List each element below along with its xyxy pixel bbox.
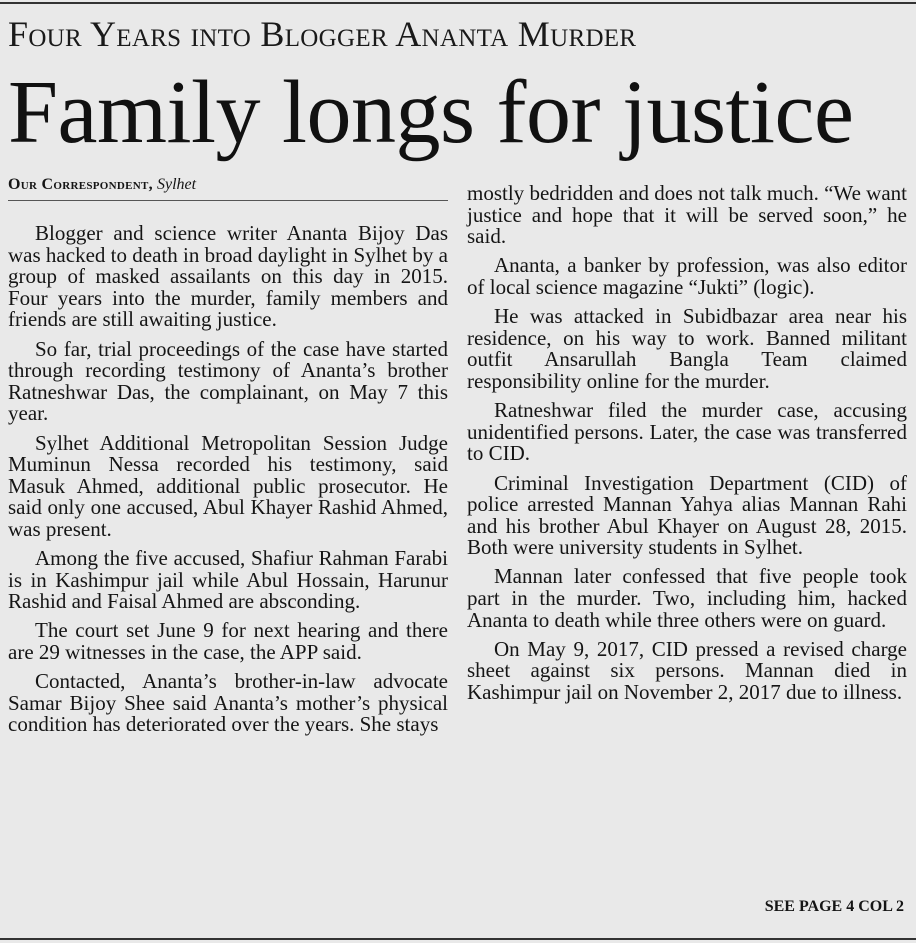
- byline-rule: [8, 200, 448, 201]
- paragraph: Criminal Investigation Department (CID) of police arrested Mannan Yahya alias Mannan Rahi and his brother Abul Khayer on August 28, 2015. Both were university students in Sylhet.: [467, 470, 907, 560]
- byline: [8, 175, 448, 194]
- paragraph: Mannan later confessed that five people took part in the murder. Two, including him, hacked Ananta to death while three others were on guard.: [467, 564, 907, 632]
- byline-location: Sylhet: [156, 176, 197, 193]
- kicker: Four Years into Blogger Ananta Murder: [8, 14, 637, 54]
- headline: Family longs for justice: [8, 63, 854, 162]
- paragraph: mostly bedridden and does not talk much. “We want justice and hope that it will be served soon,” he said.: [467, 181, 907, 249]
- paragraph: Ananta, a banker by profession, was also editor of local science magazine “Jukti” (logic).: [467, 253, 907, 299]
- paragraph: Among the five accused, Shafiur Rahman Farabi is in Kashimpur jail while Abul Hossain, Harunur Rashid and Faisal Ahmed are absconding.: [8, 546, 448, 614]
- article-column-left: [8, 223, 448, 744]
- paragraph: So far, trial proceedings of the case have started through recording testimony of Ananta’s brother Ratneshwar Das, the complainant, on May 7 this year.: [8, 336, 448, 426]
- paragraph: Blogger and science writer Ananta Bijoy Das was hacked to death in broad daylight in Sylhet by a group of masked assailants on this day in 2015. Four years into the murder, family members and friends are still awaiting justice.: [8, 221, 448, 332]
- paragraph: On May 9, 2017, CID pressed a revised charge sheet against six persons. Mannan died in Kashimpur jail on November 2, 2017 due to illness.: [467, 636, 907, 705]
- paragraph: The court set June 9 for next hearing and there are 29 witnesses in the case, the APP said.: [8, 618, 448, 665]
- paragraph: Contacted, Ananta’s brother-in-law advocate Samar Bijoy Shee said Ananta’s mother’s physical condition has deteriorated over the years. She stays: [8, 669, 448, 737]
- continuation-note: SEE PAGE 4 COL 2: [764, 898, 904, 915]
- paragraph: Ratneshwar filed the murder case, accusing unidentified persons. Later, the case was transferred to CID.: [467, 398, 907, 466]
- bottom-rule: [0, 938, 916, 940]
- byline-author: Our Correspondent,: [8, 176, 153, 193]
- paragraph: Sylhet Additional Metropolitan Session Judge Muminun Nessa recorded his testimony, said Masuk Ahmed, additional public prosecutor. He said only one accused, Abul Khayer Rashid Ahmed, was present.: [8, 430, 448, 541]
- top-rule: [0, 2, 916, 4]
- paragraph: He was attacked in Subidbazar area near his residence, on his way to work. Banned militant outfit Ansarullah Bangla Team claimed responsibility online for the murder.: [467, 304, 907, 393]
- article-column-right: [467, 183, 907, 711]
